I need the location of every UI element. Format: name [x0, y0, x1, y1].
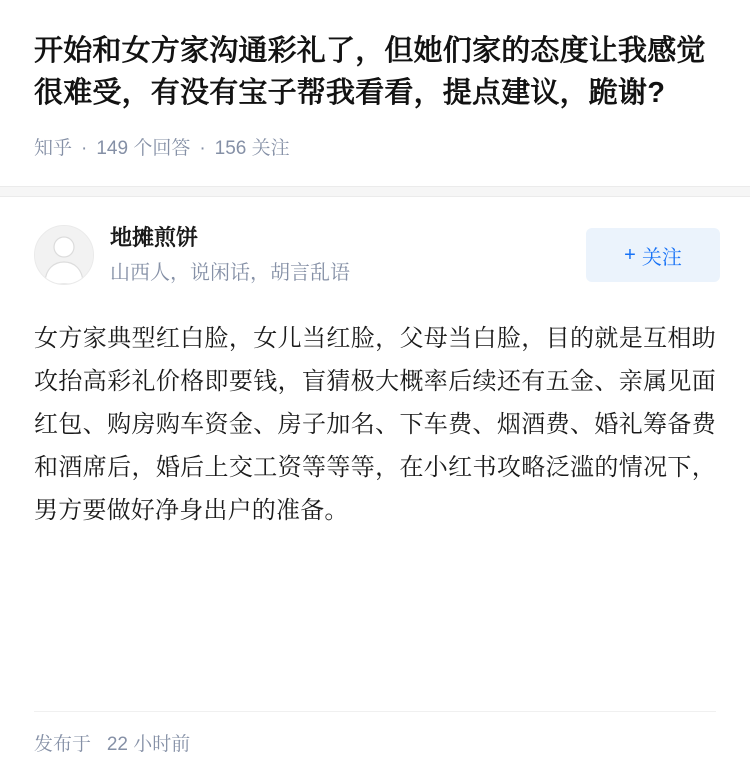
section-divider — [0, 186, 750, 197]
user-avatar-icon[interactable] — [34, 225, 94, 285]
question-meta — [34, 136, 716, 162]
follow-button[interactable] — [586, 228, 720, 282]
source-label: 知乎 — [34, 138, 73, 159]
answer-footer — [0, 711, 750, 780]
publish-timestamp: 22 小时前 — [106, 734, 191, 755]
publish-time — [34, 732, 716, 758]
author-info — [110, 223, 586, 287]
plus-icon: + — [624, 244, 636, 266]
meta-separator-2: · — [199, 138, 206, 159]
answer-count-label: 个回答 — [133, 138, 191, 159]
answer-content[interactable]: 女方家典型红白脸，女儿当红脸，父母当白脸，目的就是互相助攻抬高彩礼价格即要钱，盲猜极大概率后续还有五金、亲属见面红包、购房购车资金、房子加名、下车费、烟酒费、婚礼筹备费和酒席后，婚后上交工资等等等，在小红书攻略泛滥的情况下，男方要做好净身出户的准备。 — [34, 325, 716, 524]
footer-divider — [34, 711, 716, 712]
question-block — [0, 0, 750, 162]
answer-count: 149 — [96, 138, 129, 159]
meta-separator-1: · — [81, 138, 88, 159]
page-title[interactable]: 开始和女方家沟通彩礼了，但她们家的态度让我感觉很难受，有没有宝子帮我看看，提点建议，跪谢? — [34, 35, 706, 109]
answer-author-row — [0, 197, 750, 287]
publish-prefix: 发布于 — [34, 734, 92, 755]
author-name[interactable]: 地摊煎饼 — [110, 225, 199, 250]
follow-count-label: 关注 — [251, 138, 290, 159]
author-bio: 山西人，说闲话，胡言乱语 — [110, 262, 350, 284]
follow-count: 156 — [214, 138, 247, 159]
follow-button-label: 关注 — [641, 246, 682, 269]
